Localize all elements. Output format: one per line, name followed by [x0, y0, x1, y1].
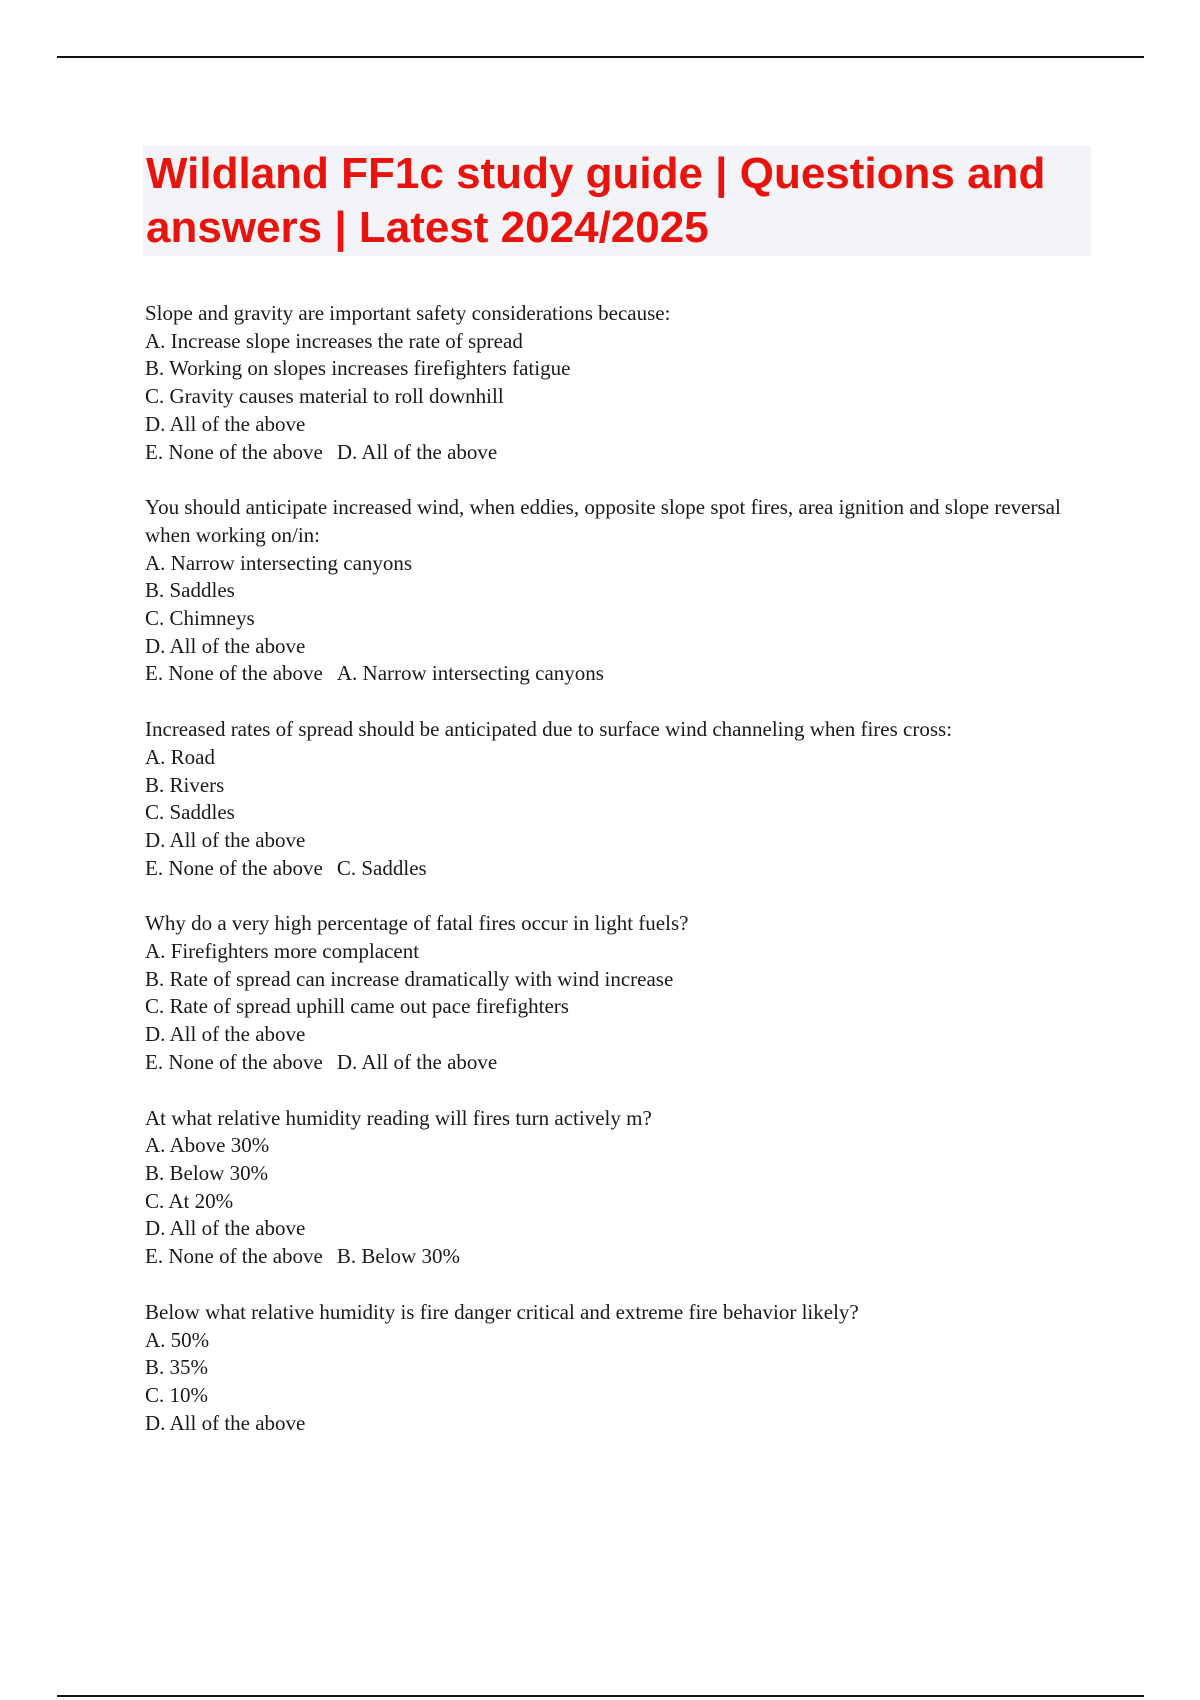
option-d: D. All of the above — [145, 827, 306, 852]
question-text: Why do a very high percentage of fatal fires occur in light fuels? — [145, 911, 689, 936]
option-d: D. All of the above — [145, 1410, 306, 1435]
option-d: D. All of the above — [145, 411, 306, 436]
answer-text: D. All of the above — [336, 1049, 498, 1074]
option-b: B. 35% — [145, 1355, 208, 1380]
question-block-6 — [145, 1299, 1085, 1438]
option-e-row — [145, 660, 1085, 688]
answer-text: A. Narrow intersecting canyons — [336, 661, 604, 686]
bottom-rule — [57, 1695, 1144, 1697]
question-block-1 — [145, 300, 1085, 466]
option-b: B. Saddles — [145, 578, 235, 603]
option-e: E. None of the above — [145, 661, 323, 686]
question-text: At what relative humidity reading will fires turn actively m? — [145, 1105, 652, 1130]
option-c: C. Gravity causes material to roll downhill — [145, 384, 504, 409]
option-a: A. Road — [145, 744, 215, 769]
question-block-2 — [145, 494, 1085, 688]
option-b: B. Working on slopes increases firefighters fatigue — [145, 356, 571, 381]
answer-text: D. All of the above — [336, 439, 498, 464]
option-a: A. Firefighters more complacent — [145, 939, 420, 964]
option-e: E. None of the above — [145, 855, 323, 880]
option-e-row — [145, 855, 1085, 883]
option-a: A. Above 30% — [145, 1133, 270, 1158]
question-text: Increased rates of spread should be anticipated due to surface wind channeling when fires cross: — [145, 717, 953, 742]
answer-text: B. Below 30% — [336, 1244, 460, 1269]
option-e-row — [145, 1049, 1085, 1077]
question-text: Slope and gravity are important safety considerations because: — [145, 301, 671, 325]
question-block-4 — [145, 910, 1085, 1076]
option-b: B. Rate of spread can increase dramatically with wind increase — [145, 966, 674, 991]
option-e-row — [145, 439, 1085, 467]
top-rule — [57, 56, 1144, 58]
option-a: A. Narrow intersecting canyons — [145, 550, 413, 575]
document-title: Wildland FF1c study guide | Questions and answers | Latest 2024/2025 — [146, 149, 1046, 252]
question-block-5 — [145, 1105, 1085, 1271]
option-c: C. Saddles — [145, 800, 235, 825]
answer-text: C. Saddles — [336, 855, 427, 880]
option-e: E. None of the above — [145, 1244, 323, 1269]
option-d: D. All of the above — [145, 633, 306, 658]
option-b: B. Below 30% — [145, 1160, 269, 1185]
option-c: C. Chimneys — [145, 606, 255, 631]
option-c: C. At 20% — [145, 1188, 234, 1213]
option-a: A. 50% — [145, 1327, 210, 1352]
question-text: Below what relative humidity is fire danger critical and extreme fire behavior likely? — [145, 1299, 859, 1324]
question-text: You should anticipate increased wind, when eddies, opposite slope spot fires, area ignition and slope reversal when working on/in: — [145, 495, 1061, 547]
option-a: A. Increase slope increases the rate of spread — [145, 328, 523, 353]
option-e: E. None of the above — [145, 439, 323, 464]
option-e-row — [145, 1243, 1085, 1271]
option-c: C. 10% — [145, 1382, 208, 1407]
option-d: D. All of the above — [145, 1216, 306, 1241]
question-list — [145, 300, 1085, 1465]
option-c: C. Rate of spread uphill came out pace firefighters — [145, 994, 569, 1019]
option-d: D. All of the above — [145, 1022, 306, 1047]
option-b: B. Rivers — [145, 772, 225, 797]
question-block-3 — [145, 716, 1085, 882]
option-e: E. None of the above — [145, 1049, 323, 1074]
